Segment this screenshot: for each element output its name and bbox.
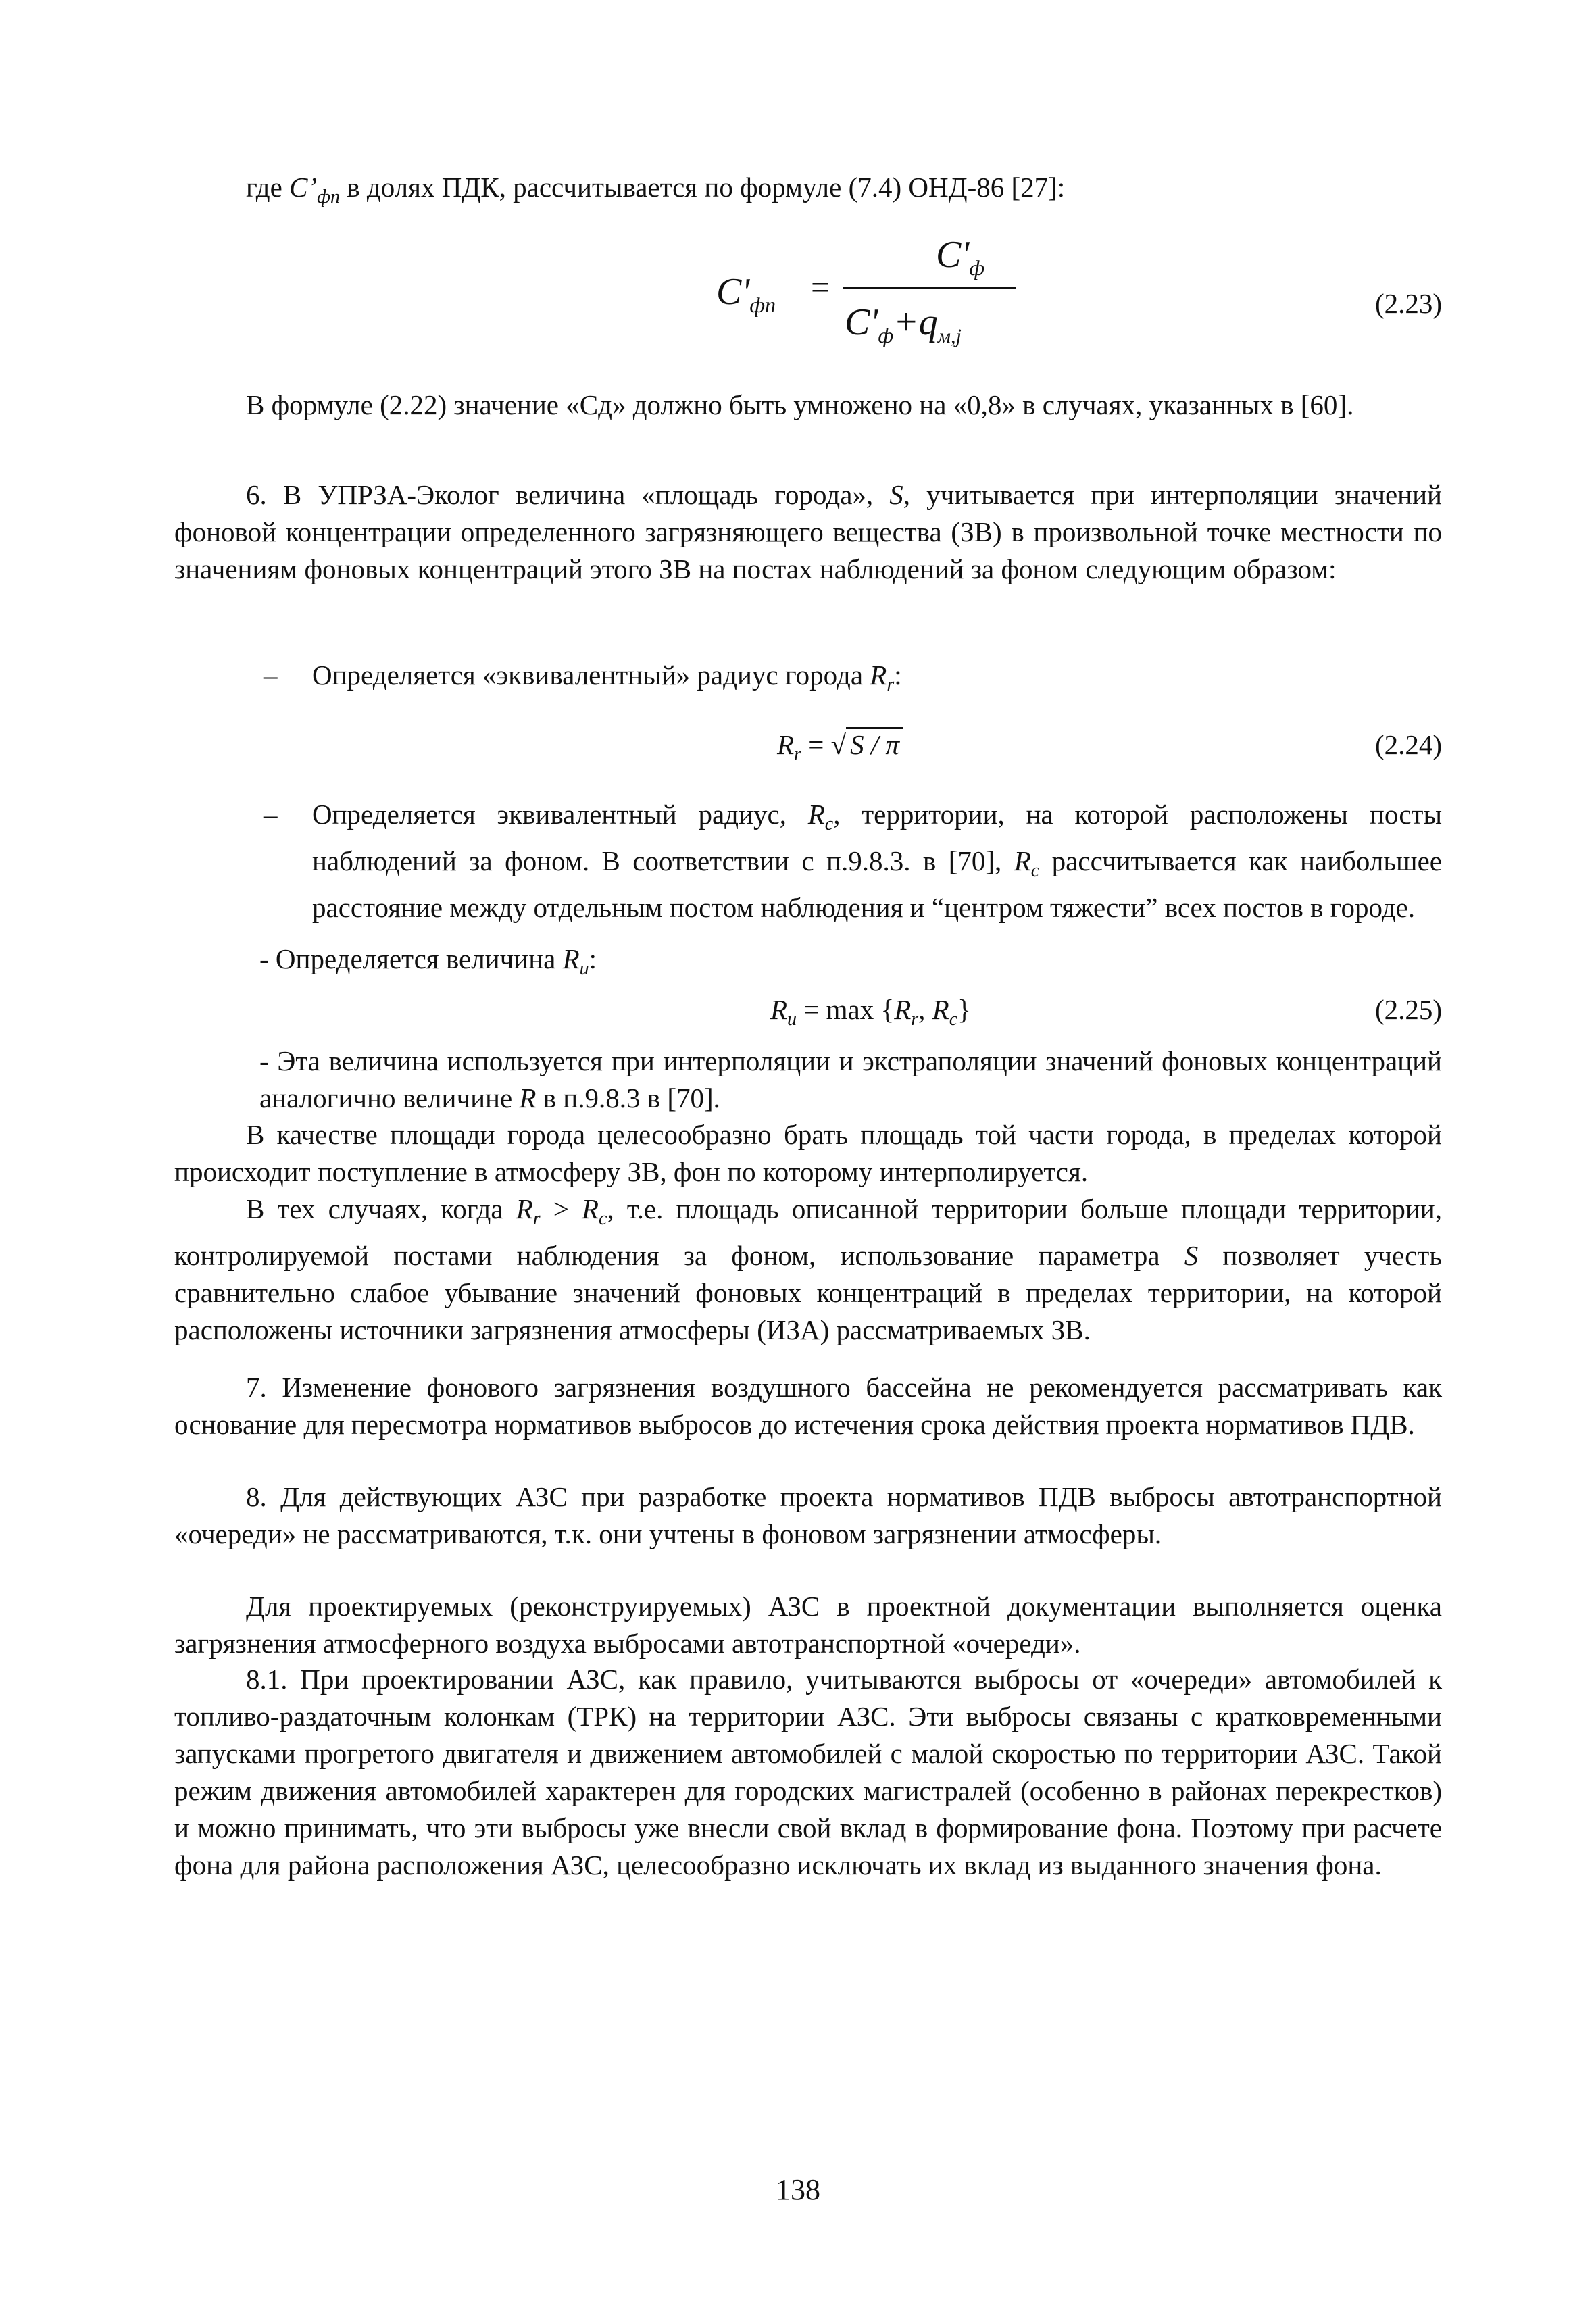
eq-2-25-a: R — [894, 994, 912, 1025]
paragraph-6 — [174, 476, 1442, 588]
eq-2-25-b: R — [932, 994, 949, 1025]
eq-2-25-b-sub: c — [949, 1009, 958, 1030]
r-r-symbol — [870, 659, 895, 696]
eq-2-23-denominator — [845, 301, 962, 348]
paragraph-6-text: 6. В УПРЗА-Эколог величина «площадь города», — [246, 479, 890, 510]
eq-2-23-den-plus-q: +q — [893, 301, 938, 343]
eq-2-23-lhs-symbol: C' — [716, 271, 750, 313]
bullet-2 — [312, 796, 1442, 926]
rc-symbol-cases — [581, 1193, 607, 1230]
bullet-4-text: - Эта величина используется при интерполяции и экстраполяции значений фоновых концентраций аналогично величине — [259, 1045, 1442, 1114]
eq-2-25-lhs-sub: u — [787, 1009, 797, 1030]
rc-symbol-sub: c — [824, 814, 834, 835]
rr-r: R — [516, 1193, 533, 1224]
cases-paragraph — [174, 1191, 1442, 1349]
bullet-4-after: в п.9.8.3 в [70]. — [536, 1082, 720, 1114]
bullet-1-tail: : — [894, 659, 902, 691]
rr-symbol — [516, 1193, 541, 1230]
bullet-3-text: - Определяется величина — [259, 943, 563, 974]
rc-symbol-2-sub: c — [1030, 860, 1040, 882]
ru-symbol-sub: u — [579, 958, 589, 980]
eq-2-24-formula — [777, 728, 903, 766]
paragraph-8-1: 8.1. При проектировании АЗС, как правило, учитываются выбросы от «очереди» автомобилей к топливо-раздаточным колонкам (ТРК) на территории АЗС. Эти выбросы связаны с кратковременными запусками прогретого двигателя и движением автомобилей с малой скоростью по территории АЗС. Такой режим движения автомобилей характерен для городских магистралей (особенно в районах перекрестков) и можно принимать, что эти выбросы уже внесли свой вклад в формирование фона. Поэтому при расчете фона для района расположения АЗС, целесообразно исключать их вклад из выданного значения фона. — [174, 1664, 1442, 1881]
bullet-2-dash: – — [264, 799, 278, 830]
r-symbol-italic: R — [519, 1082, 537, 1114]
cases-middle: , т.е. площадь описанной территории больше площади территории, контролируемой постами наблюдения за фоном, использование параметра — [174, 1193, 1442, 1272]
eq-2-23-equals: = — [811, 268, 830, 306]
s-symbol-cases: S — [1184, 1240, 1199, 1272]
cases-after: позволяет учесть сравнительно слабое убывание значений фоновых концентраций в пределах территории, на которой расположены источники загрязнения атмосферы (ИЗА) рассматриваемых ЗВ. — [174, 1240, 1443, 1346]
bullet-2-middle: , территории, на которой расположены посты наблюдений за фоном. В соответствии с п.9.8.3. в [70], — [312, 799, 1443, 877]
r-c-symbol-2 — [1014, 845, 1040, 882]
intro-line — [174, 169, 1442, 216]
rc-symbol-2: R — [1014, 845, 1031, 877]
intro-text: где — [246, 172, 290, 203]
eq-2-25-a-sub: r — [911, 1009, 919, 1030]
eq-2-23-den-symbol: C' — [845, 301, 878, 343]
r-symbol: R — [870, 659, 887, 691]
c-symbol: C’ — [289, 172, 318, 203]
eq-2-25-close: } — [957, 994, 971, 1025]
paragraph-8: 8. Для действующих АЗС при разработке проекта нормативов ПДВ выбросы автотранспортной «очереди» не рассматриваются, т.к. они учтены в фоновом загрязнении атмосферы. — [174, 1481, 1442, 1549]
bullet-1-text: Определяется «эквивалентный» радиус города — [312, 659, 870, 691]
eq-2-23-lhs — [716, 270, 776, 318]
eq-2-24-lhs-sub: r — [794, 744, 801, 766]
page-number: 138 — [776, 2173, 820, 2206]
bullet-2-text: Определяется эквивалентный радиус, — [312, 799, 808, 830]
bullet-4 — [259, 1043, 1442, 1117]
formula-note-paragraph: В формуле (2.22) значение «Сд» должно быть умножено на «0,8» в случаях, указанных в [60]. — [246, 389, 1354, 420]
rr-sub: r — [532, 1208, 541, 1230]
eq-2-24-radicand: S / π — [846, 727, 903, 760]
greater-than: > — [540, 1193, 582, 1224]
eq-2-23-number: (2.23) — [1374, 288, 1442, 319]
eq-2-25-comma: , — [918, 994, 932, 1025]
s-symbol: S — [889, 479, 903, 510]
bullet-1 — [312, 657, 1442, 703]
intro-text-after: в долях ПДК, рассчитывается по формуле (7.4) ОНД-86 [27]: — [339, 172, 1066, 203]
eq-2-25-formula — [770, 993, 971, 1030]
c-symbol-sub: фп — [317, 186, 340, 208]
rc-symbol: R — [807, 799, 825, 830]
c-fp-symbol — [289, 172, 340, 208]
city-area-paragraph: В качестве площади города целесообразно брать площадь той части города, в пределах которой происходит поступление в атмосферу ЗВ, фон по которому интерполируется. — [174, 1119, 1442, 1187]
cases-text: В тех случаях, когда — [246, 1193, 516, 1224]
eq-2-24-lhs: R — [777, 729, 795, 760]
rc-r: R — [581, 1193, 599, 1224]
eq-2-23-den-q-sub: м,j — [937, 325, 962, 348]
bullet-3-tail: : — [589, 943, 597, 974]
eq-2-23-den-sub: ф — [878, 323, 894, 348]
paragraph-7: 7. Изменение фонового загрязнения воздушного бассейна не рекомендуется рассматривать как основание для пересмотра нормативов выбросов до истечения срока действия проекта нормативов ПДВ. — [174, 1372, 1442, 1440]
eq-2-25-number: (2.25) — [1374, 994, 1442, 1025]
bullet-1-dash: – — [264, 659, 278, 691]
ru-symbol: R — [562, 943, 580, 974]
eq-2-24-number: (2.24) — [1374, 729, 1442, 760]
eq-2-23-num-symbol: C' — [936, 234, 970, 276]
r-u-symbol — [562, 943, 589, 980]
rc-sub: c — [599, 1208, 607, 1230]
eq-2-23-lhs-sub: фп — [749, 293, 776, 318]
r-c-symbol — [807, 799, 834, 835]
eq-2-23-num-sub: ф — [969, 255, 985, 280]
paragraph-6-text-after: , учитывается при интерполяции значений фоновой концентрации определенного загрязняющего вещества (ЗВ) в произвольной точке местности по значениям фоновых концентраций этого ЗВ на постах наблюдений за фоном следующим образом: — [174, 479, 1442, 584]
eq-2-23-fraction-line — [843, 287, 1016, 289]
eq-2-25-lhs: R — [770, 994, 788, 1025]
bullet-2-after: рассчитывается как наибольшее расстояние между отдельным постом наблюдения и “центром тяжести” всех постов в городе. — [312, 845, 1442, 924]
eq-2-24-sqrt: = √ — [801, 729, 847, 760]
r-symbol-sub: r — [887, 674, 895, 696]
eq-2-25-max: = max { — [797, 994, 895, 1025]
eq-2-23-numerator — [936, 233, 984, 280]
bullet-3 — [259, 941, 1442, 987]
design-paragraph: Для проектируемых (реконструируемых) АЗС в проектной документации выполняется оценка загрязнения атмосферного воздуха выбросами автотранспортной «очереди». — [174, 1591, 1442, 1659]
